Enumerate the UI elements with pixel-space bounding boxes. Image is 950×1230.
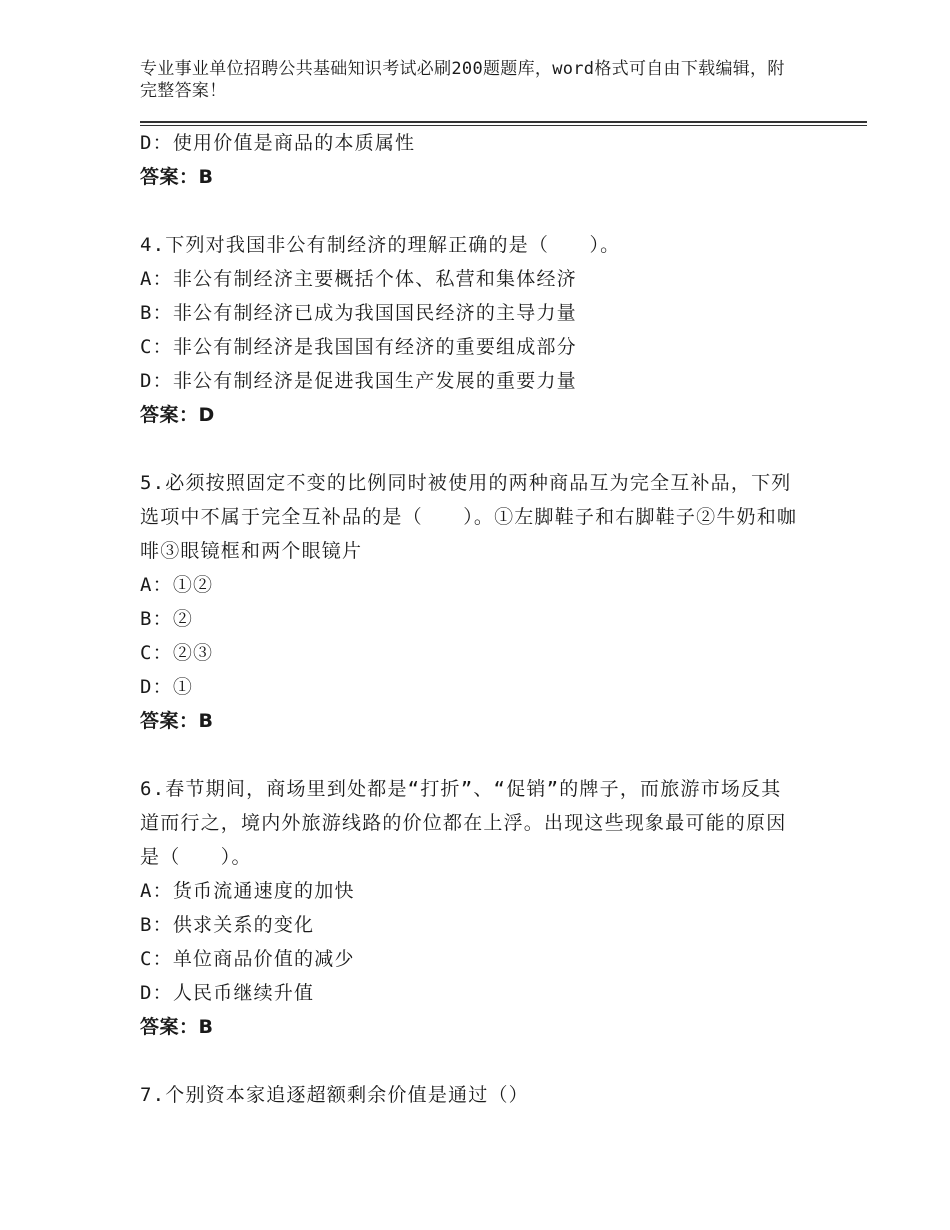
answer: 答案：B bbox=[140, 1016, 214, 1038]
question-5 bbox=[140, 466, 820, 738]
option-a: A：非公有制经济主要概括个体、私营和集体经济 bbox=[140, 268, 577, 290]
question-4 bbox=[140, 228, 820, 432]
option-a: A：①② bbox=[140, 574, 214, 596]
prev-answer: 答案：B bbox=[140, 166, 214, 188]
question-stem: 5.必须按照固定不变的比例同时被使用的两种商品互为完全互补品，下列选项中不属于完全互补品的是（ ）。①左脚鞋子和右脚鞋子②牛奶和咖啡③眼镜框和两个眼镜片 bbox=[140, 472, 798, 562]
option-c: C：非公有制经济是我国国有经济的重要组成部分 bbox=[140, 336, 577, 358]
option-b: B：非公有制经济已成为我国国民经济的主导力量 bbox=[140, 302, 577, 324]
prev-option-d: D：使用价值是商品的本质属性 bbox=[140, 132, 416, 154]
answer: 答案：D bbox=[140, 404, 215, 426]
option-d: D：非公有制经济是促进我国生产发展的重要力量 bbox=[140, 370, 577, 392]
question-content bbox=[140, 126, 820, 1112]
question-stem: 7.个别资本家追逐超额剩余价值是通过（） bbox=[140, 1084, 529, 1106]
option-b: B：供求关系的变化 bbox=[140, 914, 315, 936]
question-6 bbox=[140, 772, 820, 1044]
option-c: C：②③ bbox=[140, 642, 214, 664]
option-d: D：人民币继续升值 bbox=[140, 982, 315, 1004]
question-stem: 6.春节期间，商场里到处都是“打折”、“促销”的牌子，而旅游市场反其道而行之，境内外旅游线路的价位都在上浮。出现这些现象最可能的原因是（ ）。 bbox=[140, 778, 787, 868]
answer: 答案：B bbox=[140, 710, 214, 732]
question-7 bbox=[140, 1078, 820, 1112]
page-header: 专业事业单位招聘公共基础知识考试必刷200题题库，word格式可自由下载编辑，附完整答案！ bbox=[140, 59, 785, 101]
option-b: B：② bbox=[140, 608, 194, 630]
option-d: D：① bbox=[140, 676, 194, 698]
option-c: C：单位商品价值的减少 bbox=[140, 948, 355, 970]
header-divider-thick bbox=[140, 121, 867, 123]
question-stem: 4.下列对我国非公有制经济的理解正确的是（ ）。 bbox=[140, 234, 621, 256]
option-a: A：货币流通速度的加快 bbox=[140, 880, 355, 902]
